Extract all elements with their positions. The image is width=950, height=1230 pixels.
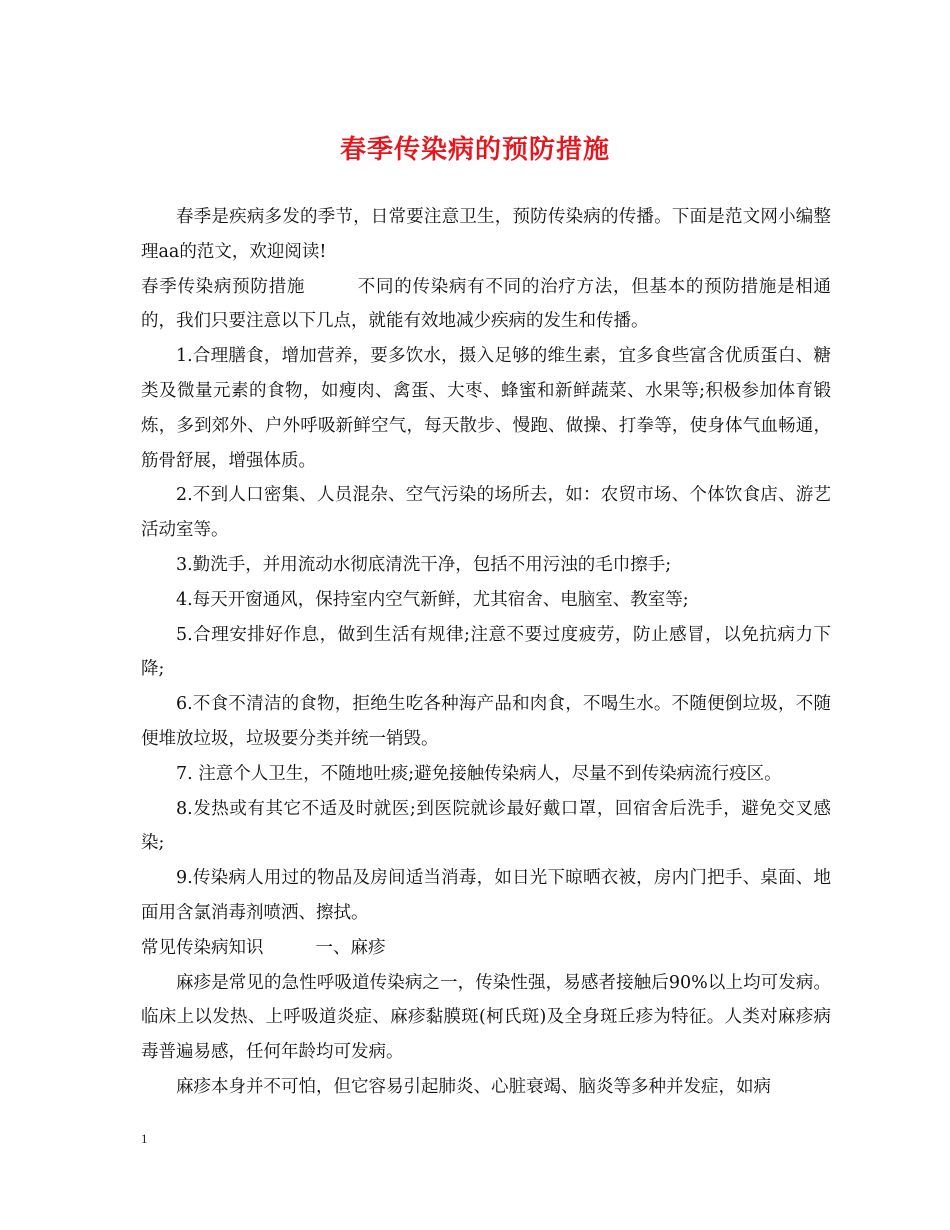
- section-prevention-text: 不同的传染病有不同的治疗方法，但基本的预防措施是相通的，我们只要注意以下几点，就能有效地减少疾病的发生和传播。: [141, 276, 832, 332]
- list-item: 3.勤洗手，并用流动水彻底清洗干净，包括不用污浊的毛巾擦手;: [176, 554, 672, 575]
- document-body: [141, 200, 831, 1105]
- list-item: 1.合理膳食，增加营养，要多饮水，摄入足够的维生素，宜多食些富含优质蛋白、糖类及微量元素的食物，如瘦肉、禽蛋、大枣、蜂蜜和新鲜蔬菜、水果等;积极参加体育锻炼，多到郊外、户外呼吸新鲜空气，每天散步、慢跑、做操、打拳等，使身体气血畅通，筋骨舒展，增强体质。: [141, 346, 831, 471]
- measles-subheading: 一、麻疹: [315, 937, 386, 958]
- list-item: 9.传染病人用过的物品及房间适当消毒，如日光下晾晒衣被，房内门把手、桌面、地面用含氯消毒剂喷洒、擦拭。: [141, 868, 831, 923]
- section-prevention-heading: 春季传染病预防措施: [141, 276, 306, 297]
- list-item: 8.发热或有其它不适及时就医;到医院就诊最好戴口罩，回宿舍后洗手，避免交叉感染;: [141, 798, 831, 854]
- list-item: 5.合理安排好作息，做到生活有规律;注意不要过度疲劳，防止感冒，以免抗病力下降;: [141, 624, 831, 680]
- measles-paragraph: 麻疹是常见的急性呼吸道传染病之一，传染性强，易感者接触后90%以上均可发病。临床上以发热、上呼吸道炎症、麻疹黏膜斑(柯氏斑)及全身斑丘疹为特征。人类对麻疹病毒普遍易感，任何年龄均可发病。: [141, 972, 831, 1063]
- list-item: 2.不到人口密集、人员混杂、空气污染的场所去，如：农贸市场、个体饮食店、游艺活动室等。: [141, 485, 831, 541]
- document-title: 春季传染病的预防措施: [339, 135, 610, 165]
- intro-paragraph: 春季是疾病多发的季节，日常要注意卫生，预防传染病的传播。下面是范文网小编整理aa的范文，欢迎阅读!: [141, 207, 831, 262]
- list-item: 4.每天开窗通风，保持室内空气新鲜，尤其宿舍、电脑室、教室等;: [176, 589, 689, 610]
- section-knowledge-paragraph: [141, 931, 831, 966]
- measles-paragraph: 麻疹本身并不可怕，但它容易引起肺炎、心脏衰竭、脑炎等多种并发症，如病: [176, 1076, 771, 1097]
- section-prevention-paragraph: [141, 270, 831, 340]
- page-number: 1: [141, 1131, 148, 1146]
- list-item: 6.不食不清洁的食物，拒绝生吃各种海产品和肉食，不喝生水。不随便倒垃圾，不随便堆放垃圾，垃圾要分类并统一销毁。: [141, 694, 831, 749]
- list-item: 7. 注意个人卫生，不随地吐痰;避免接触传染病人，尽量不到传染病流行疫区。: [176, 763, 782, 784]
- section-knowledge-heading: 常见传染病知识: [141, 937, 264, 958]
